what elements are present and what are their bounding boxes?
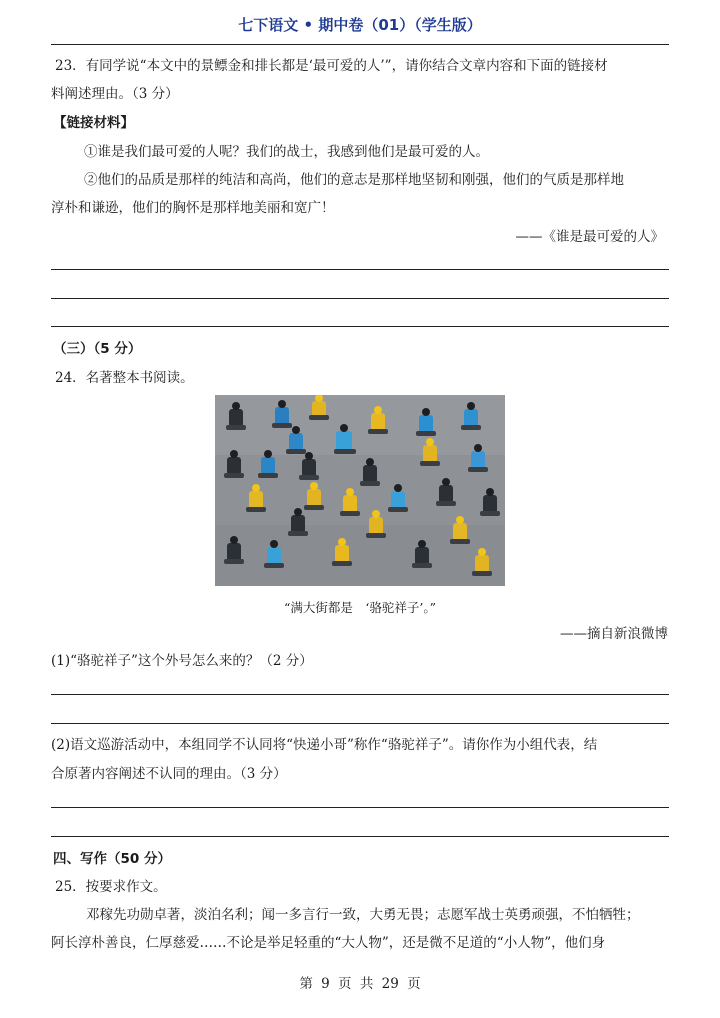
link-material-title: 【链接材料】	[53, 115, 134, 131]
image-caption: “满大街都是 ‘骆驼祥子’。”	[284, 600, 436, 615]
q24-prompt: 24．名著整本书阅读。	[55, 370, 194, 386]
page-number: 第 9 页 共 29 页	[299, 976, 421, 992]
answer-line[interactable]	[51, 326, 669, 327]
answer-line[interactable]	[51, 694, 669, 695]
answer-line[interactable]	[51, 298, 669, 299]
q24-sub1: (1)“骆驼祥子”这个外号怎么来的？（2 分）	[51, 653, 313, 669]
q24-sub2-line1: (2)语文巡游活动中，本组同学不认同将“快递小哥”称作“骆驼祥子”。请你作为小组代表，结	[51, 737, 598, 753]
answer-line[interactable]	[51, 836, 669, 837]
material-source: ——《谁是最可爱的人》	[515, 229, 664, 245]
q24-sub2-line2: 合原著内容阐述不认同的理由。（3 分）	[51, 766, 287, 782]
link-material-2-line1: ②他们的品质是那样的纯洁和高尚，他们的意志是那样地坚韧和刚强，他们的气质是那样地	[84, 172, 624, 188]
link-material-2-line2: 淳朴和谦逊，他们的胸怀是那样地美丽和宽广！	[51, 200, 335, 216]
answer-line[interactable]	[51, 807, 669, 808]
page-title: 七下语文 • 期中卷（01）（学生版）	[238, 16, 482, 34]
q25-paragraph-line2: 阿长淳朴善良，仁厚慈爱……不论是举足轻重的“大人物”，还是微不足道的“小人物”，他们身	[51, 935, 606, 951]
section-3-heading: （三）（5 分）	[53, 341, 142, 357]
image-source: ——摘自新浪微博	[560, 626, 668, 642]
answer-line[interactable]	[51, 723, 669, 724]
q25-prompt: 25．按要求作文。	[55, 879, 167, 895]
q23-prompt-line1: 23．有同学说“本文中的景鳔金和排长都是‘最可爱的人’”，请你结合文章内容和下面的链接材	[55, 58, 608, 74]
delivery-riders-photo	[215, 395, 505, 586]
link-material-1: ①谁是我们最可爱的人呢？我们的战士，我感到他们是最可爱的人。	[84, 144, 489, 160]
q25-paragraph-line1: 邓稼先功勋卓著，淡泊名利；闻一多言行一致，大勇无畏；志愿军战士英勇顽强，不怕牺牲；	[86, 907, 640, 923]
section-4-heading: 四、写作（50 分）	[53, 851, 171, 867]
header-divider	[51, 44, 669, 45]
q23-prompt-line2: 料阐述理由。（3 分）	[51, 86, 179, 102]
answer-line[interactable]	[51, 269, 669, 270]
